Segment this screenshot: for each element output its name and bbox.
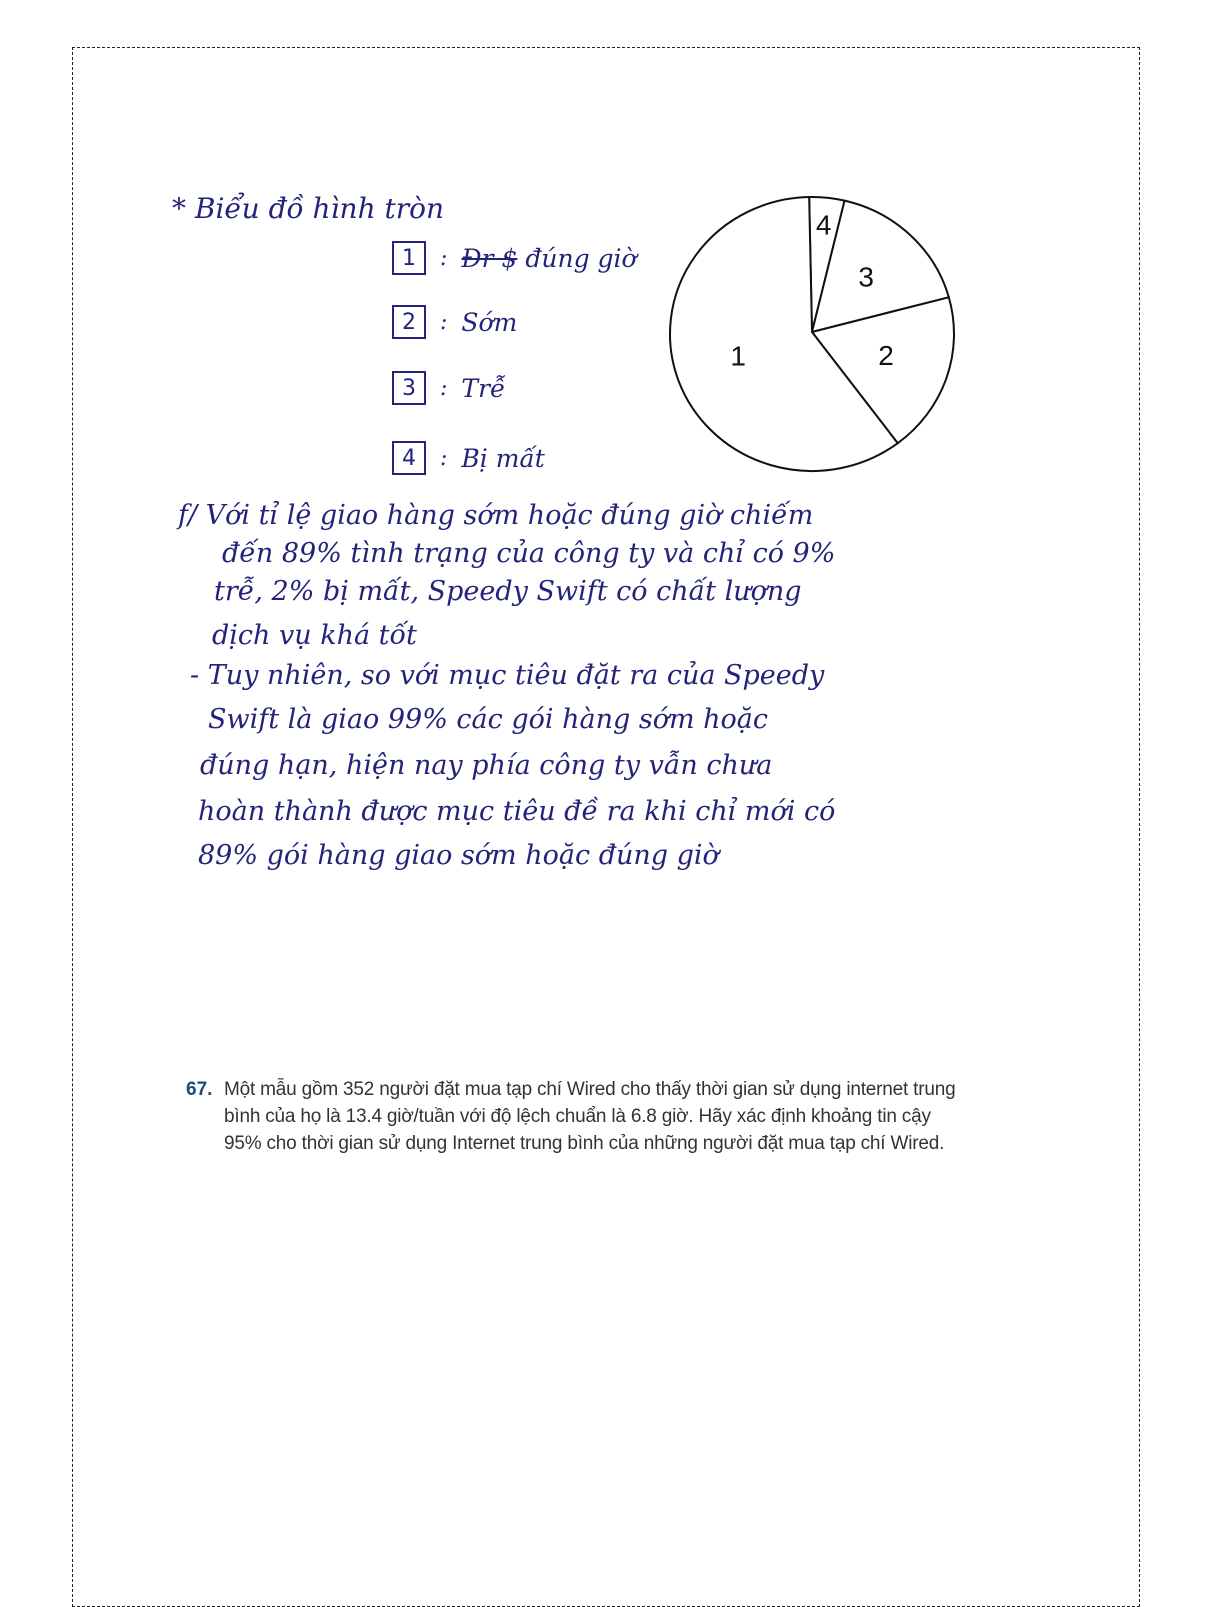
legend-number-box: 4 <box>392 441 426 475</box>
legend-label: Trễ <box>461 373 506 403</box>
pie-label-1: 1 <box>730 340 747 372</box>
legend-label: Sớm <box>461 307 518 337</box>
legend-label <box>461 244 636 273</box>
pie-label-3: 3 <box>858 261 874 293</box>
page-frame <box>72 47 1140 1607</box>
legend-separator: : <box>440 245 448 271</box>
legend-item-1 <box>392 238 637 278</box>
problem-text-line: bình của họ là 13.4 giờ/tuần với độ lệch chuẩn là 6.8 giờ. Hãy xác định khoảng tin cậy <box>224 1106 931 1127</box>
legend-label: Bị mất <box>461 443 545 473</box>
legend-number-box: 2 <box>392 305 426 339</box>
legend-separator: : <box>440 375 448 401</box>
legend-separator: : <box>440 445 448 471</box>
paragraph-line: Swift là giao 99% các gói hàng sớm hoặc <box>208 704 769 735</box>
legend-item-3 <box>392 368 505 408</box>
paragraph-line: trễ, 2% bị mất, Speedy Swift có chất lượng <box>214 576 802 607</box>
legend-separator: : <box>440 309 448 335</box>
legend-label-text: đúng giờ <box>525 243 637 273</box>
paragraph-line: f/ Với tỉ lệ giao hàng sớm hoặc đúng giờ chiếm <box>178 500 814 531</box>
legend-item-4 <box>392 438 545 478</box>
pie-label-4: 4 <box>815 209 832 241</box>
pie-chart <box>660 186 970 482</box>
paragraph-line: đúng hạn, hiện nay phía công ty vẫn chưa <box>200 750 773 781</box>
legend-number-box: 3 <box>392 371 426 405</box>
problem-number: 67. <box>186 1079 213 1100</box>
problem-text-line: 95% cho thời gian sử dụng Internet trung bình của những người đặt mua tạp chí Wired. <box>224 1133 945 1154</box>
paragraph-line: dịch vụ khá tốt <box>212 620 417 651</box>
pie-label-2: 2 <box>878 340 894 372</box>
paragraph-line: hoàn thành được mục tiêu đề ra khi chỉ mới có <box>198 796 836 827</box>
problem-67 <box>186 1076 1046 1157</box>
strikethrough-text: Đr $ <box>461 243 518 273</box>
paragraph-line: 89% gói hàng giao sớm hoặc đúng giờ <box>198 840 719 871</box>
legend-number-box: 1 <box>392 241 426 275</box>
paragraph-line: đến 89% tình trạng của công ty và chỉ có 9% <box>222 538 836 569</box>
legend-item-2 <box>392 302 517 342</box>
chart-heading: * Biểu đồ hình tròn <box>172 192 445 225</box>
paragraph-line: - Tuy nhiên, so với mục tiêu đặt ra của Speedy <box>190 660 825 691</box>
problem-text-line: Một mẫu gồm 352 người đặt mua tạp chí Wired cho thấy thời gian sử dụng internet trung <box>224 1079 956 1100</box>
